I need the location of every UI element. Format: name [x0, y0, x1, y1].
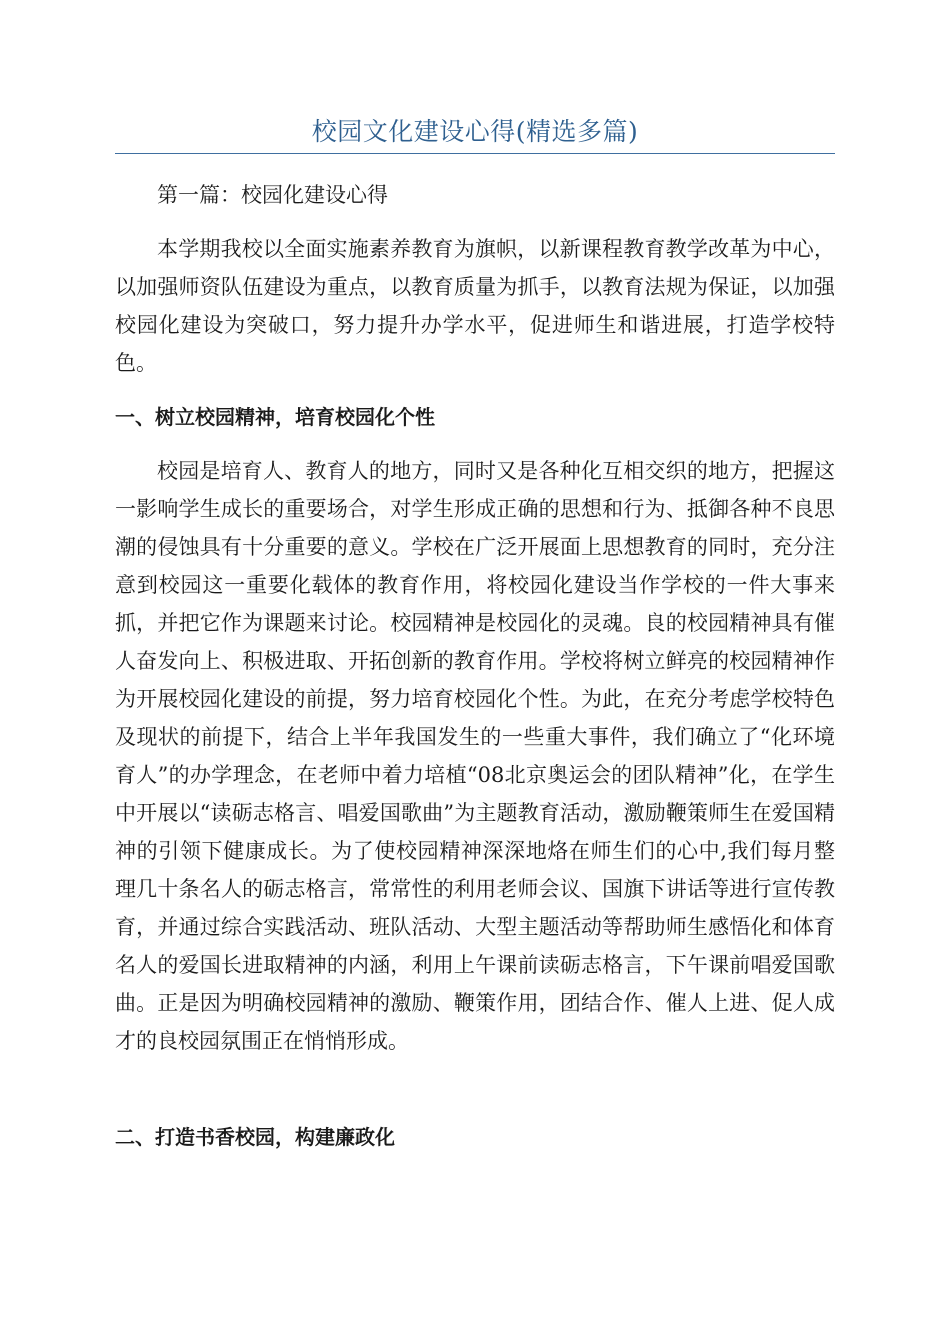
section-heading-2: 二、打造书香校园，构建廉政化	[115, 1125, 395, 1149]
paragraph-campus-spirit: 校园是培育人、教育人的地方，同时又是各种化互相交织的地方，把握这一影响学生成长的重要场合，对学生形成正确的思想和行为、抵御各种不良思潮的侵蚀具有十分重要的意义。学校在广泛开展面上思想教育的同时，充分注意到校园这一重要化载体的教育作用，将校园化建设当作学校的一件大事来抓，并把它作为课题来讨论。校园精神是校园化的灵魂。良的校园精神具有催人奋发向上、积极进取、开拓创新的教育作用。学校将树立鲜亮的校园精神作为开展校园化建设的前提，努力培育校园化个性。为此，在充分考虑学校特色及现状的前提下，结合上半年我国发生的一些重大事件，我们确立了“化环境育人”的办学理念，在老师中着力培植“08北京奥运会的团队精神”化，在学生中开展以“读砺志格言、唱爱国歌曲”为主题教育活动，激励鞭策师生在爱国精神的引领下健康成长。为了使校园精神深深地烙在师生们的心中,我们每月整理几十条名人的砺志格言，常常性的利用老师会议、国旗下讲话等进行宣传教育，并通过综合实践活动、班队活动、大型主题活动等帮助师生感悟化和体育名人的爱国长进取精神的内涵，利用上午课前读砺志格言，下午课前唱爱国歌曲。正是因为明确校园精神的激励、鞭策作用，团结合作、催人上进、促人成才的良校园氛围正在悄悄形成。	[115, 459, 835, 1053]
title-underline	[115, 153, 835, 154]
section-subtitle: 第一篇：校园化建设心得	[157, 183, 388, 207]
section-heading-1: 一、树立校园精神，培育校园化个性	[115, 405, 435, 429]
document-title: 校园文化建设心得(精选多篇)	[311, 117, 639, 146]
paragraph-intro: 本学期我校以全面实施素养教育为旗帜，以新课程教育教学改革为中心，以加强师资队伍建设为重点，以教育质量为抓手，以教育法规为保证，以加强校园化建设为突破口，努力提升办学水平，促进师生和谐进展，打造学校特色。	[115, 237, 835, 375]
